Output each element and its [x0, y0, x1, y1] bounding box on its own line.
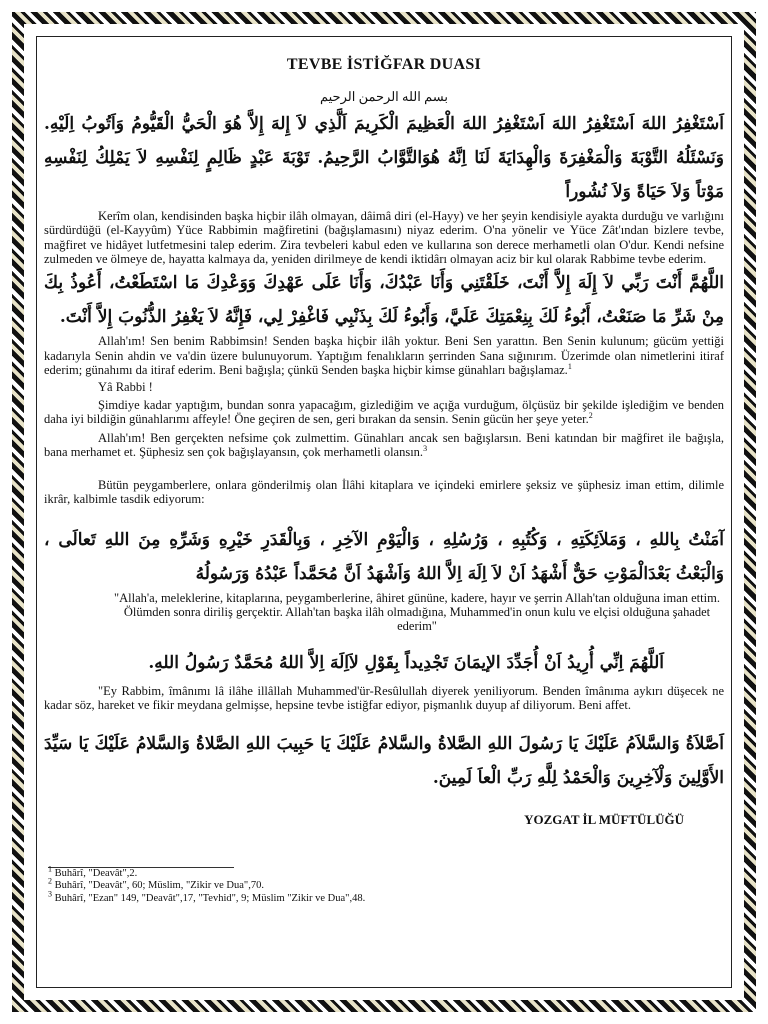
- paragraph-text: Şimdiye kadar yaptığım, bundan sonra yapacağım, gizlediğim ve açığa vurduğum, ölçüsüz bir şekilde işlediğim ve benden daha iyi bildiğin günahlarımı affeyle! Öne geçiren de sen, geri bırakan da sensin. Senin gücün her şeye yeter.: [44, 398, 724, 427]
- quote-amentu-translation: "Allah'a, meleklerine, kitaplarına, peygamberlerine, âhiret gününe, kadere, hayır ve şerrin Allah'tan olduğuna iman ettim. Ölümden sonra diriliş gerçektir. Allah'tan başka ilâh olmadığına, Muhammed'in onun kulu ve elçisi olduğuna şahadet ederim": [114, 590, 720, 634]
- footnote-ref: 1: [567, 362, 572, 372]
- paragraph-text: Allah'ım! Ben gerçekten nefsime çok zulmettim. Günahları ancak sen bağışlarsın. Beni katından bir mağfiret ile bağışla, bana merhamet et. Şüphesiz sen çok bağışlayansın, çok merhametli olansın.: [44, 430, 724, 460]
- signature: YOZGAT İL MÜFTÜLÜĞÜ: [524, 811, 684, 827]
- paragraph-zulm: [44, 431, 724, 460]
- basmala: بسم الله الرحمن الرحيم: [319, 89, 448, 105]
- footnote-ref: 2: [588, 411, 593, 421]
- footnote-text: Buhârî, "Deavât", 60; Müslim, "Zikir ve Dua",70.: [54, 880, 264, 892]
- footnote-text: Buhârî, "Ezan" 149, "Deavât",17, "Tevhid", 9; Müslim "Zikir ve Dua",48.: [54, 892, 366, 904]
- paragraph-tajdid-iman: "Ey Rabbim, îmânımı lâ ilâhe illâllah Muhammed'ür-Resûlullah diyerek yeniliyorum. Benden îmânıma aykırı düşecek ne kadar söz, hareket ve fikir meydana gelmişse, hepsine tevbe istiğfar ediyor, pişmanlık duyup af diliyorum. Beni affet.: [44, 683, 724, 713]
- paragraph-seyyidul-istighfar-translation: [44, 334, 724, 377]
- footnote-text: Buhârî, "Deavât",2.: [54, 867, 138, 879]
- arabic-amentu: آمَنْتُ بِاللهِ ، وَمَلاَئِكَتِهِ ، وَكُتُبِهِ ، وَرُسُلِهِ ، وَالْيَوْمِ الآخِرِ ، وَبِالْقَدَرِ خَيْرِهِ وَشَرِّهِ مِنَ اللهِ تَعالَى ، وَالْبَعْثُ بَعْدَالْمَوْتِ حَقٌّ أَشْهَدُ اَنْ لاَ اِلَهَ اِلاَّ اللهُ وَاَشْهَدُ اَنَّ مُحَمَّداً عَبْدُهُ وَرَسُولُهُ: [44, 529, 724, 584]
- arabic-istighfar: اَسْتَغْفِرُ اللهَ اَسْتَغْفِرُ اللهَ اَسْتَغْفِرُ اللهَ الْعَظِيمَ الْكَرِيمَ اَلَّذِي لاَ إِلهَ إِلاَّ هُوَ الْحَيُّ الْقَيُّومُ وَاَتُوبُ اِلَيْهِ. وَنَسْئَلُهُ التَّوْبَةَ وَالْمَغْفِرَةَ وَالْهِدَايَةَ لَنَا اِنَّهُ هُوَالتَّوَّابُ الرَّحِيمُ. تَوْبَةَ عَبْدٍ ظَالِمٍ لِنَفْسِهِ لاَ يَمْلِكُ لِنَفْسِهِ مَوْتاً وَلاَ حَيَاةً وَلاَ نُشُوراً: [44, 113, 724, 202]
- arabic-salawat: اَصَّلاَةُ وَالسَّلاَمُ عَلَيْكَ يَا رَسُولَ اللهِ الصَّلاةُ والسَّلامُ عَلَيْكَ يَا حَبِيبَ اللهِ الصَّلاةُ وَالسَّلامُ عَلَيْكَ يَا سَيِّدَ الأَوَّلِينَ وَلْآخِرِينَ وَالْحَمْدُ لِلَّهِ رَبِّ الْعاَ لَمِينَ.: [44, 733, 724, 788]
- footnote-number: 1: [48, 864, 52, 874]
- paragraph-iman: Bütün peygamberlere, onlara gönderilmiş olan İlâhi kitaplara ve içindeki emirlere şeksiz ve şüphesiz iman ettim, dilimle ikrâr, kalbimle tasdik ediyorum:: [44, 477, 724, 507]
- footnote-1: [48, 864, 724, 881]
- document-body: [44, 44, 724, 905]
- footnote-number: 2: [48, 876, 52, 886]
- arabic-seyyidul-istighfar: اللَّهُمَّ أَنْتَ رَبِّي لاَ إِلَهَ إِلاَّ أَنْتَ، خَلَقْتَنِي وَأَنَا عَبْدُكَ، وَأَنَا عَلَى عَهْدِكَ وَوَعْدِكَ مَا اسْتَطَعْتُ، أَعُوذُ بِكَ مِنْ شَرِّ مَا صَنَعْتُ، أَبُوءُ لَكَ بِنِعْمَتِكَ عَلَيَّ، وَأَبُوءُ لَكَ بِذَنْبِي فَاغْفِرْ لِي، فَإِنَّهُ لاَ يَغْفِرُ الذُّنُوبَ إِلاَّ أَنْتَ.: [44, 273, 724, 328]
- paragraph-forgiveness: [44, 398, 724, 427]
- paragraph-istighfar-translation: Kerîm olan, kendisinden başka hiçbir ilâh olmayan, dâimâ diri (el-Hayy) ve her şeyin kendisiyle ayakta durduğu ve varlığını sürdürdüğü (el-Kayyûm) Yüce Rabbimin mağfiretini (bağışlamasını) niyaz ederim. O'na yönelir ve Yüce Zât'ından bizlere tevbe, mağfiret ve hidâyet lutfetmesini talep ederim. Zira tevbeleri kabul eden ve kullarına son derece merhametli olan O'dur. Kendi nefsine zulmeden ve ölmeye de, hayatta kalmaya da, yeniden dirilmeye de kendi iktidârı olmayan aciz bir kul olarak Rabbime tevbe ederim.: [44, 208, 724, 267]
- footnote-number: 3: [48, 889, 52, 899]
- footnote-ref: 3: [423, 444, 428, 454]
- arabic-tajdid-iman: اَللَّهُمَ اِنِّي أُرِيدُ اَنْ أُجَدِّدَ الإيمَانَ تَجْدِيداً بِقَوْلِ لاَاِلَهَ اِلاَّ اللهُ مُحَمَّدٌ رَسُولُ اللهِ.: [148, 652, 664, 673]
- footnote-2: [48, 876, 724, 893]
- footnote-3: [48, 889, 724, 906]
- page-title: TEVBE İSTİĞFAR DUASI: [286, 56, 482, 73]
- paragraph-text: Allah'ım! Sen benim Rabbimsin! Senden başka hiçbir ilâh yoktur. Beni Sen yarattın. Ben Senin kulunum; gücüm yettiği kadarıyla Senin ahdin ve va'din üzere bulunuyorum. Yaptığım fenalıkların şerrinden Sana sığınırım. Üzerimde olan nimetlerini itiraf ederim; günahımı da itiraf ederim. Beni bağışla; çünkü Senden başka hiçbir kimse günahları bağışlamaz.: [44, 334, 724, 378]
- ya-rabbi-heading: Yâ Rabbi !: [98, 379, 153, 394]
